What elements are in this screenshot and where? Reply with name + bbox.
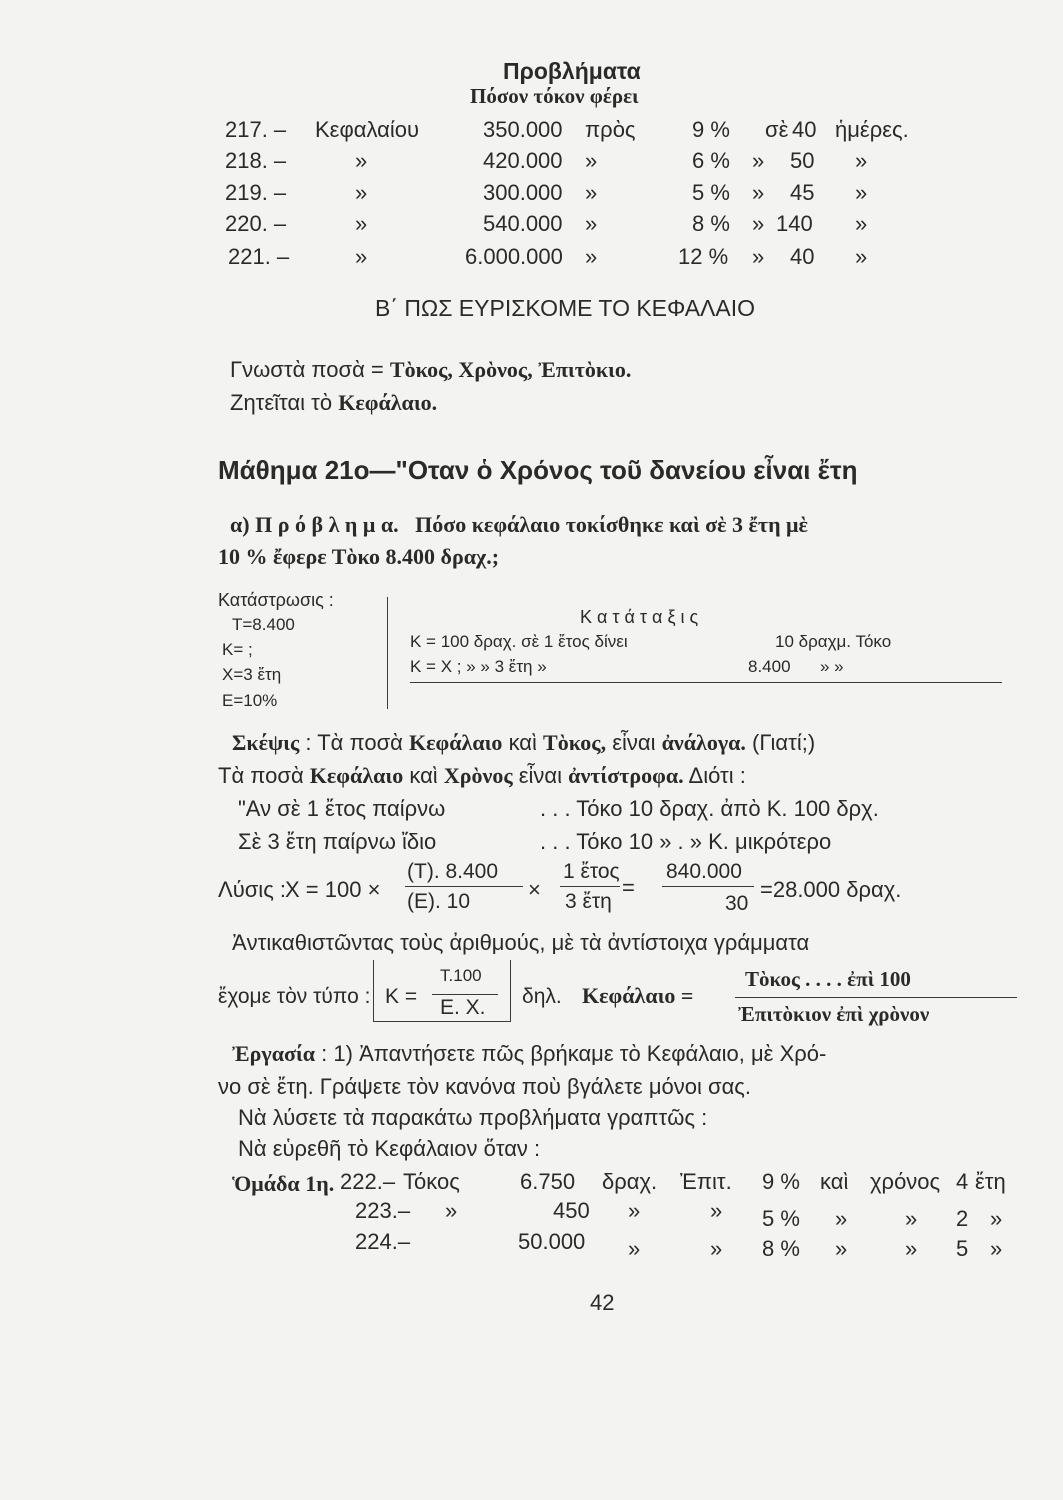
group-row-time-unit: »	[990, 1206, 1003, 1231]
group-row-ep: »	[710, 1198, 723, 1223]
group-label: Ὁμάδα 1η.	[232, 1171, 335, 1196]
katastrosis-line: Τ=8.400	[232, 615, 295, 634]
lysis-lhs: Χ = 100 ×	[285, 877, 381, 902]
group-row-time-unit: »	[990, 1236, 1003, 1261]
problem-rate: 6 %	[692, 148, 730, 173]
page-subheading: Πόσον τόκον φέρει	[470, 84, 639, 108]
group-row-time: 2	[956, 1206, 969, 1231]
katastrosis-line: Ε=10%	[222, 691, 278, 710]
formula-box-left	[373, 960, 374, 1022]
group-row-num: 223.–	[355, 1198, 411, 1223]
problem-amount: 420.000	[483, 148, 563, 173]
problem-statement: α) Π ρ ό β λ η μ α. Πόσο κεφάλαιο τοκίσθηκε καὶ σὲ 3 ἔτη μὲ	[230, 512, 808, 537]
problem-number: 218. –	[225, 148, 287, 173]
katataxis-row-marks: » »	[820, 657, 844, 676]
katastrosis-line: Χ=3 ἔτη	[222, 665, 282, 684]
problem-unit: »	[855, 244, 868, 269]
formula-word-denominator: Ἐπιτὸκιον ἐπὶ χρὸνον	[738, 1002, 930, 1026]
group-row-unit: δραχ.	[602, 1169, 658, 1194]
problem-label: »	[355, 244, 368, 269]
fraction-denominator: (Ε). 10	[407, 890, 471, 913]
group-row-amount: 50.000	[518, 1229, 586, 1254]
problem-prep: »	[585, 180, 598, 205]
katastrosis-heading: Κατάστρωσις :	[218, 590, 334, 610]
fraction-bar	[560, 886, 620, 887]
formula-dil: δηλ.	[522, 985, 562, 1008]
formula-lead: ἔχομε τὸν τύπο :	[218, 985, 371, 1008]
problem-prep: »	[585, 211, 598, 236]
skepsis-line-4a: Σὲ 3 ἔτη παίρνω ἴδιο	[238, 829, 437, 854]
group-row-and: »	[835, 1206, 848, 1231]
problem-amount: 540.000	[483, 211, 563, 236]
sought-quantity: Ζητεῖται τὸ Κεφάλαιο.	[230, 390, 438, 415]
katataxis-underline	[410, 682, 1002, 683]
group-row-time-unit: ἔτη	[975, 1169, 1006, 1194]
katataxis-row-value: 8.400	[748, 657, 791, 676]
problem-statement-cont: 10 % ἔφερε Τὸκο 8.400 δραχ.;	[218, 544, 500, 569]
problem-number: 217. –	[225, 117, 287, 142]
formula-box-right	[510, 960, 511, 1022]
problem-unit: »	[855, 180, 868, 205]
lesson-title: Μάθημα 21ο—"Οταν ὁ Χρόνος τοῦ δανείου εἶναι ἔτη	[218, 455, 858, 485]
problem-rate: 9 %	[692, 117, 730, 142]
problem-amount: 350.000	[483, 117, 563, 142]
problem-unit: »	[855, 148, 868, 173]
group-row-unit: »	[628, 1236, 641, 1261]
group-row-rate: 8 %	[762, 1236, 800, 1261]
group-row-ep: Ἐπιτ.	[680, 1169, 732, 1194]
formula-denominator: Ε. Χ.	[440, 996, 486, 1019]
skepsis-line-2: Τὰ ποσὰ Κεφάλαιο καὶ Χρὸνος εἶναι ἀντίστροφα. Διότι :	[218, 763, 746, 788]
fraction-numerator: (Τ). 8.400	[407, 860, 499, 883]
group-row-time-word: »	[905, 1236, 918, 1261]
problem-unit: ἡμέρες.	[835, 117, 909, 142]
page-number: 42	[590, 1290, 615, 1315]
problem-time: 140	[776, 211, 813, 236]
vertical-divider	[387, 597, 388, 709]
problem-time: 50	[790, 148, 815, 173]
group-row-what: »	[445, 1198, 458, 1223]
problem-time: 40	[792, 117, 817, 142]
problem-rate: 12 %	[678, 244, 729, 269]
fraction-bar	[735, 997, 1017, 998]
group-row-rate: 9 %	[762, 1169, 800, 1194]
formula-intro: Ἀντικαθιστῶντας τοὺς ἀριθμούς, μὲ τὰ ἀντίστοιχα γράμματα	[232, 930, 810, 955]
problem-label: »	[355, 180, 368, 205]
problem-time-prefix: σὲ	[765, 117, 789, 142]
group-row-and: »	[835, 1236, 848, 1261]
problem-rate: 5 %	[692, 180, 730, 205]
equals-symbol: =	[622, 875, 635, 900]
formula-box-bottom	[373, 1021, 511, 1022]
skepsis-line-3b: . . . Τόκο 10 δραχ. ἀπὸ Κ. 100 δρχ.	[540, 796, 879, 821]
page-heading: Προβλήματα	[503, 58, 641, 84]
section-heading: Β΄ ΠΩΣ ΕΥΡΙΣΚΟΜΕ ΤΟ ΚΕΦΑΛΑΙΟ	[375, 295, 756, 321]
formula-word-numerator: Τὸκος . . . . ἐπὶ 100	[745, 967, 911, 991]
katastrosis-line: Κ= ;	[222, 640, 253, 659]
formula-kef: Κεφάλαιο =	[582, 983, 694, 1008]
ergasia-line-4: Νὰ εὑρεθῆ τὸ Κεφάλαιον ὅταν :	[238, 1136, 541, 1161]
fraction-bar	[662, 886, 754, 887]
fraction-bar	[405, 886, 523, 887]
problem-unit: »	[855, 211, 868, 236]
times-symbol: ×	[528, 877, 541, 902]
lysis-result: =28.000 δραχ.	[760, 877, 902, 902]
formula-k-equals: Κ =	[385, 985, 418, 1008]
ergasia-line-1: Ἐργασία : 1) Ἀπαντήσετε πῶς βρήκαμε τὸ Κεφάλαιο, μὲ Χρό-	[232, 1041, 827, 1066]
problem-number: 220. –	[225, 211, 287, 236]
ergasia-line-3: Νὰ λύσετε τὰ παρακάτω προβλήματα γραπτῶς :	[238, 1105, 708, 1130]
problem-rate: 8 %	[692, 211, 730, 236]
skepsis-line-4b: . . . Τόκο 10 » . » Κ. μικρότερο	[540, 829, 832, 854]
ergasia-line-2: νο σὲ ἔτη. Γράψετε τὸν κανόνα ποὺ βγάλετε μόνοι σας.	[218, 1074, 752, 1099]
skepsis-line-1: Σκέψις : Τὰ ποσὰ Κεφάλαιο καὶ Τὸκος, εἶναι ἀνάλογα. (Γιατί;)	[232, 730, 816, 755]
group-row-num: 224.–	[355, 1229, 411, 1254]
group-row-amount: 450	[553, 1198, 590, 1223]
group-row-what: Τόκος	[403, 1169, 460, 1194]
problem-prep: »	[585, 244, 598, 269]
group-row-time: 4	[956, 1169, 969, 1194]
group-row-num: 222.–	[340, 1169, 396, 1194]
problem-label: »	[355, 148, 368, 173]
problem-time-prefix: »	[752, 244, 765, 269]
group-row-amount: 6.750	[520, 1169, 576, 1194]
katataxis-row: Κ = 100 δραχ. σὲ 1 ἔτος δίνει	[410, 632, 628, 651]
problem-time: 45	[790, 180, 815, 205]
katataxis-row: Κ = Χ ; » » 3 ἔτη »	[410, 657, 547, 676]
problem-time-prefix: »	[752, 180, 765, 205]
fraction-numerator: 1 ἔτος	[563, 860, 620, 883]
group-row-time-word: χρόνος	[870, 1169, 941, 1194]
skepsis-line-3a: "Αν σὲ 1 ἔτος παίρνω	[238, 796, 446, 821]
katataxis-heading: Κ α τ ά τ α ξ ι ς	[580, 607, 699, 627]
problem-label: Κεφαλαίου	[315, 117, 420, 142]
problem-number: 219. –	[225, 180, 287, 205]
fraction-denominator: 30	[725, 892, 749, 915]
problem-number: 221. –	[228, 244, 290, 269]
group-row-and: καὶ	[820, 1169, 849, 1194]
group-row-time-word: »	[905, 1206, 918, 1231]
katataxis-row-result: 10 δραχμ. Τόκο	[775, 632, 892, 651]
problem-time: 40	[790, 244, 815, 269]
problem-amount: 300.000	[483, 180, 563, 205]
formula-numerator: Τ.100	[440, 966, 482, 985]
fraction-bar	[432, 994, 498, 995]
lysis-label: Λύσις :	[218, 877, 287, 902]
group-row-time: 5	[956, 1236, 969, 1261]
problem-prep: πρὸς	[585, 117, 636, 142]
problem-time-prefix: »	[752, 211, 765, 236]
group-row-ep: »	[710, 1236, 723, 1261]
problem-time-prefix: »	[752, 148, 765, 173]
problem-prep: »	[585, 148, 598, 173]
problem-amount: 6.000.000	[465, 244, 563, 269]
group-row-rate: 5 %	[762, 1206, 800, 1231]
fraction-numerator: 840.000	[666, 860, 742, 883]
known-quantities: Γνωστὰ ποσὰ = Τὸκος, Χρὸνος, Ἐπιτὸκιο.	[230, 357, 632, 382]
fraction-denominator: 3 ἔτη	[565, 890, 612, 913]
group-row-unit: »	[628, 1198, 641, 1223]
problem-label: »	[355, 211, 368, 236]
